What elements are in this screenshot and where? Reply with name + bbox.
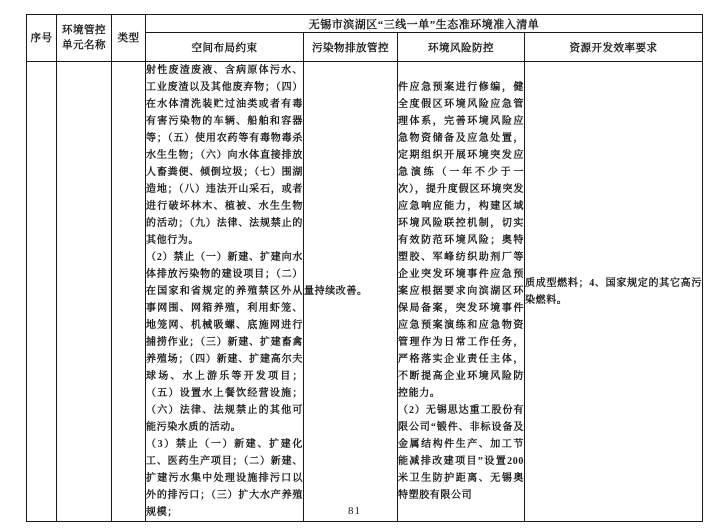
column-header-index: 序号	[27, 15, 57, 62]
risk-paragraph-1: 件应急预案进行修编，健全度假区环境风险应急管理体系，完善环境风险应急物资储备及应急处置，定期组织开展环境突发应急演练（一年不少于一次），提升度假区环境突发应急响应能力，构建区域环境风险联控机制，切实有效防范环境风险；奥特塑胶、军峰纺织助剂厂等企业突发环境事件应急预案应根据要求向滨湖区环保局备案，突发环境事件应急预案演练和应急物资管理作为日常工作任务，严格落实企业责任主体，不断提高企业环境风险防控能力。	[398, 82, 524, 399]
column-header-resource-efficiency: 资源开发效率要求	[525, 33, 703, 62]
column-header-pollution-control: 污染物排放管控	[304, 33, 398, 62]
resource-paragraph-1: 质成型燃料；4、国家规定的其它高污染燃料。	[525, 277, 702, 306]
cell-index	[27, 62, 57, 522]
cell-risk-prevention	[398, 62, 525, 522]
cell-type	[112, 62, 146, 522]
column-header-spatial-layout: 空间布局约束	[146, 33, 304, 62]
column-header-risk-prevention: 环境风险防控	[398, 33, 525, 62]
pollution-paragraph-1: 量持续改善。	[304, 286, 368, 297]
risk-paragraph-2: （2）无锡思达重工股份有限公司“锻件、非标设备及金属结构件生产、加工节能减排改建项目”设置200米卫生防护距离、无锡奥特塑胶有限公司	[398, 405, 524, 501]
header-row-title	[27, 15, 703, 33]
page-number: 81	[348, 505, 361, 517]
table-title: 无锡市滨湖区“三线一单”生态准环境准入清单	[146, 15, 703, 33]
environment-access-list-table	[26, 14, 703, 522]
cell-resource-efficiency	[525, 62, 703, 522]
table-row	[27, 62, 703, 522]
spatial-paragraph-1: 射性废渣废液、含病原体污水、工业废渣以及其他废弃物；（四）在水体清洗装贮过油类或者有毒有害污染物的车辆、船舶和容器等；（五）使用农药等有毒物毒杀水生生物；（六）向水体直接排放人畜粪便、倾倒垃圾；（七）围湖造地；（八）违法开山采石，或者进行破坏林木、植被、水生生物的活动；（九）法律、法规禁止的其他行为。	[146, 65, 303, 246]
cell-pollution-control	[304, 62, 398, 522]
cell-unit-name	[57, 62, 112, 522]
spatial-paragraph-3: （3）禁止（一）新建、扩建化工、医药生产项目；（二）新建、扩建污水集中处理设施排污口以外的排污口；（三）扩大水产养殖规模；	[146, 439, 303, 518]
column-header-type: 类型	[112, 15, 146, 62]
cell-spatial-layout	[146, 62, 304, 522]
spatial-paragraph-2: （2）禁止（一）新建、扩建向水体排放污染物的建设项目；（二）在国家和省规定的养殖禁区外从事网围、网箱养殖，利用虾笼、地笼网、机械吸螺、底施网进行捕捞作业；（三）新建、扩建畜禽养殖场；（四）新建、扩建高尔夫球场、水上游乐等开发项目；（五）设置水上餐饮经营设施；（六）法律、法规禁止的其他可能污染水质的活动。	[146, 252, 303, 433]
column-header-unit-name: 环境管控单元名称	[57, 15, 112, 62]
